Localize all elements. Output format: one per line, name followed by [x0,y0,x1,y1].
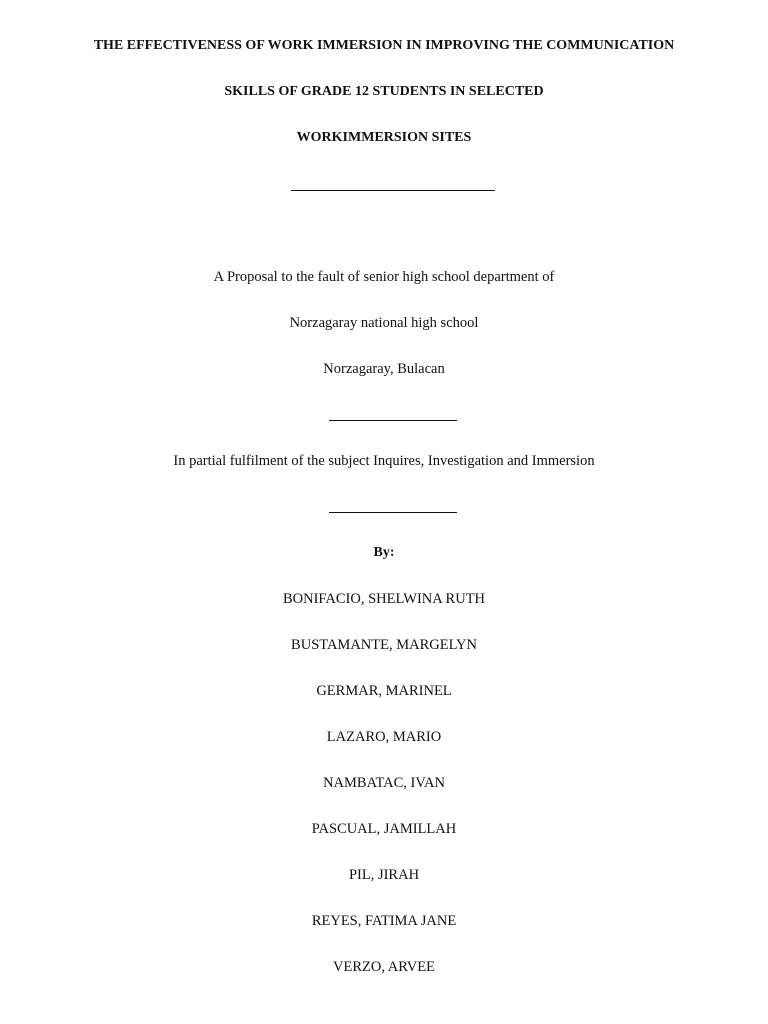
fulfilment-text: In partial fulfilment of the subject Inquires, Investigation and Immersion [173,453,595,469]
author-name: BONIFACIO, SHELWINA RUTH [282,591,486,607]
author-name: REYES, FATIMA JANE [311,913,457,929]
proposal-line-3: Norzagaray, Bulacan [323,361,445,377]
author-name: PIL, JIRAH [348,867,420,883]
fulfilment-divider [329,512,457,513]
proposal-divider [329,420,457,421]
author-name: PASCUAL, JAMILLAH [311,821,457,837]
title-line-3: WORKIMMERSION SITES [296,130,472,145]
proposal-line-2: Norzagaray national high school [289,315,479,331]
title-line-2: SKILLS OF GRADE 12 STUDENTS IN SELECTED [224,84,544,99]
author-name: NAMBATAC, IVAN [323,775,445,791]
author-name: LAZARO, MARIO [326,729,442,745]
title-line-1: THE EFFECTIVENESS OF WORK IMMERSION IN IMPROVING THE COMMUNICATION [93,38,675,53]
author-name: VERZO, ARVEE [333,959,435,975]
proposal-line-1: A Proposal to the fault of senior high school department of [213,269,555,285]
author-name: GERMAR, MARINEL [316,683,452,699]
author-name: BUSTAMANTE, MARGELYN [291,637,477,653]
title-divider [291,190,495,191]
by-label: By: [373,545,395,560]
